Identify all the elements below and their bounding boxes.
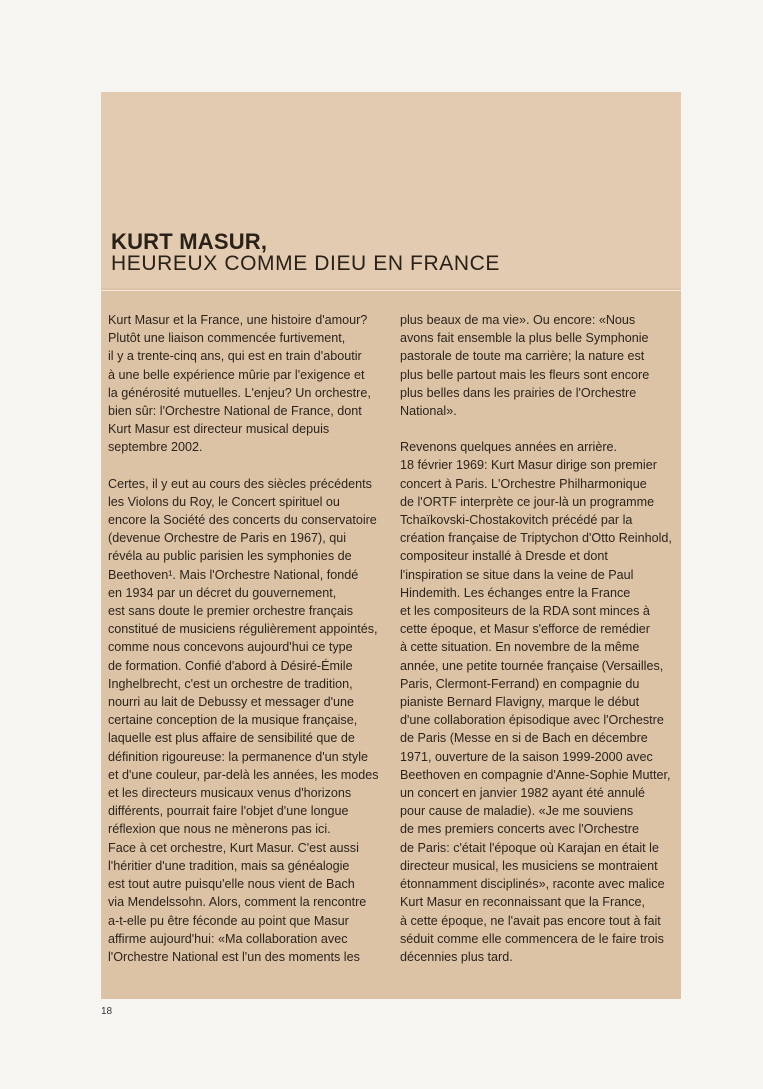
text-line: de l'ORTF interprète ce jour-là un programme — [400, 494, 655, 509]
paragraph-gap — [400, 420, 675, 438]
text-line: l'inspiration se situe dans la veine de Paul — [400, 567, 634, 582]
text-line: concert à Paris. L'Orchestre Philharmonique — [400, 476, 647, 491]
text-line: Paris, Clermont-Ferrand) en compagnie du — [400, 676, 640, 691]
text-line: à cette situation. En novembre de la même — [400, 640, 640, 655]
text-line: révéla au public parisien les symphonies de — [108, 549, 352, 564]
article-panel — [101, 92, 681, 999]
text-line: plus belles dans les prairies de l'Orchestre — [400, 385, 637, 400]
text-line: décennies plus tard. — [400, 949, 513, 964]
text-line: Hindemith. Les échanges entre la France — [400, 585, 631, 600]
text-line: Kurt Masur en reconnaissant que la France, — [400, 895, 646, 910]
text-line: à cette époque, ne l'avait pas encore tout à fait — [400, 913, 661, 928]
text-line: Beethoven¹. Mais l'Orchestre National, fondé — [108, 567, 359, 582]
text-line: l'Orchestre National est l'un des moments les — [108, 949, 360, 964]
text-line: cette époque, et Masur s'efforce de remédier — [400, 622, 650, 637]
text-line: différents, pourrait faire l'objet d'une longue — [108, 804, 349, 819]
right-column — [400, 311, 675, 966]
text-line: est tout autre puisqu'elle nous vient de Bach — [108, 877, 355, 892]
text-line: Kurt Masur et la France, une histoire d'amour? — [108, 313, 368, 327]
text-line: de Paris (Messe en si de Bach en décembre — [400, 731, 648, 746]
text-line: pour cause de maladie). «Je me souviens — [400, 804, 634, 819]
text-line: l'héritier d'une tradition, mais sa généalogie — [108, 858, 350, 873]
text-line: Revenons quelques années en arrière. — [400, 440, 618, 455]
text-line: nourri au lait de Debussy et messager d'une — [108, 695, 355, 710]
text-line: Plutôt une liaison commencée furtivement, — [108, 331, 346, 346]
text-line: plus beaux de ma vie». Ou encore: «Nous — [400, 313, 636, 327]
text-line: et les directeurs musicaux venus d'horizons — [108, 786, 352, 801]
text-line: a-t-elle pu être féconde au point que Masur — [108, 913, 349, 928]
text-line: et d'une couleur, par-delà les années, les modes — [108, 767, 379, 782]
header-divider — [101, 290, 681, 291]
text-line: bien sûr: l'Orchestre National de France, dont — [108, 404, 362, 419]
text-line: un concert en janvier 1982 ayant été annulé — [400, 786, 646, 801]
text-line: année, une petite tournée française (Versailles, — [400, 658, 664, 673]
text-line: il y a trente-cinq ans, qui est en train d'aboutir — [108, 349, 362, 364]
text-line: affirme aujourd'hui: «Ma collaboration avec — [108, 931, 348, 946]
text-line: directeur musical, les musiciens se montraient — [400, 858, 658, 873]
text-line: laquelle est plus affaire de sensibilité que de — [108, 731, 355, 746]
text-line: en 1934 par un décret du gouvernement, — [108, 585, 337, 600]
text-line: définition rigoureuse: la permanence d'un style — [108, 749, 369, 764]
text-line: de formation. Confié d'abord à Désiré-Émile — [108, 658, 353, 673]
text-line: la générosité mutuelles. L'enjeu? Un orchestre, — [108, 385, 371, 400]
text-line: de Paris: c'était l'époque où Karajan en était le — [400, 840, 659, 855]
text-line: pastorale de toute ma carrière; la nature est — [400, 349, 645, 364]
text-line: 1971, ouverture de la saison 1999-2000 avec — [400, 749, 653, 764]
text-line: pianiste Bernard Flavigny, marque le début — [400, 695, 640, 710]
text-line: certaine conception de la musique française, — [108, 713, 358, 728]
text-line: compositeur installé à Dresde et dont — [400, 549, 608, 564]
text-line: et les compositeurs de la RDA sont minces à — [400, 604, 650, 619]
text-line: Face à cet orchestre, Kurt Masur. C'est aussi — [108, 840, 359, 855]
text-line: les Violons du Roy, le Concert spirituel ou — [108, 494, 340, 509]
text-line: création française de Triptychon d'Otto Reinhold, — [400, 531, 672, 546]
text-line: Tchaïkovski-Chostakovitch précédé par la — [400, 513, 633, 528]
text-line: séduit comme elle commencera de le faire trois — [400, 931, 664, 946]
text-line: réflexion que nous ne mènerons pas ici. — [108, 822, 331, 837]
text-line: comme nous concevons aujourd'hui ce type — [108, 640, 353, 655]
text-line: via Mendelssohn. Alors, comment la rencontre — [108, 895, 367, 910]
text-line: Kurt Masur est directeur musical depuis — [108, 422, 330, 437]
paragraph-gap — [108, 457, 386, 475]
text-line: (devenue Orchestre de Paris en 1967), qui — [108, 531, 347, 546]
text-line: septembre 2002. — [108, 440, 203, 455]
text-line: Inghelbrecht, c'est un orchestre de tradition, — [108, 676, 353, 691]
text-line: encore la Société des concerts du conservatoire — [108, 513, 377, 528]
text-line: de mes premiers concerts avec l'Orchestre — [400, 822, 639, 837]
text-line: à une belle expérience mûrie par l'exigence et — [108, 367, 365, 382]
text-line: étonnamment disciplinés», raconte avec malice — [400, 877, 665, 892]
text-line: National». — [400, 404, 457, 419]
left-column — [108, 311, 386, 966]
text-line: 18 février 1969: Kurt Masur dirige son premier — [400, 458, 657, 473]
text-line: constitué de musiciens régulièrement appointés, — [108, 622, 378, 637]
text-line: avons fait ensemble la plus belle Symphonie — [400, 331, 649, 346]
article-subtitle: HEUREUX COMME DIEU EN FRANCE — [111, 252, 500, 275]
article-title: KURT MASUR, — [111, 229, 268, 254]
page-number: 18 — [101, 1006, 113, 1017]
text-line: plus belle partout mais les fleurs sont encore — [400, 367, 650, 382]
text-line: Beethoven en compagnie d'Anne-Sophie Mutter, — [400, 767, 671, 782]
text-line: d'une collaboration épisodique avec l'Orchestre — [400, 713, 664, 728]
title-band — [101, 92, 681, 288]
text-line: Certes, il y eut au cours des siècles précédents — [108, 476, 372, 491]
text-line: est sans doute le premier orchestre français — [108, 604, 353, 619]
